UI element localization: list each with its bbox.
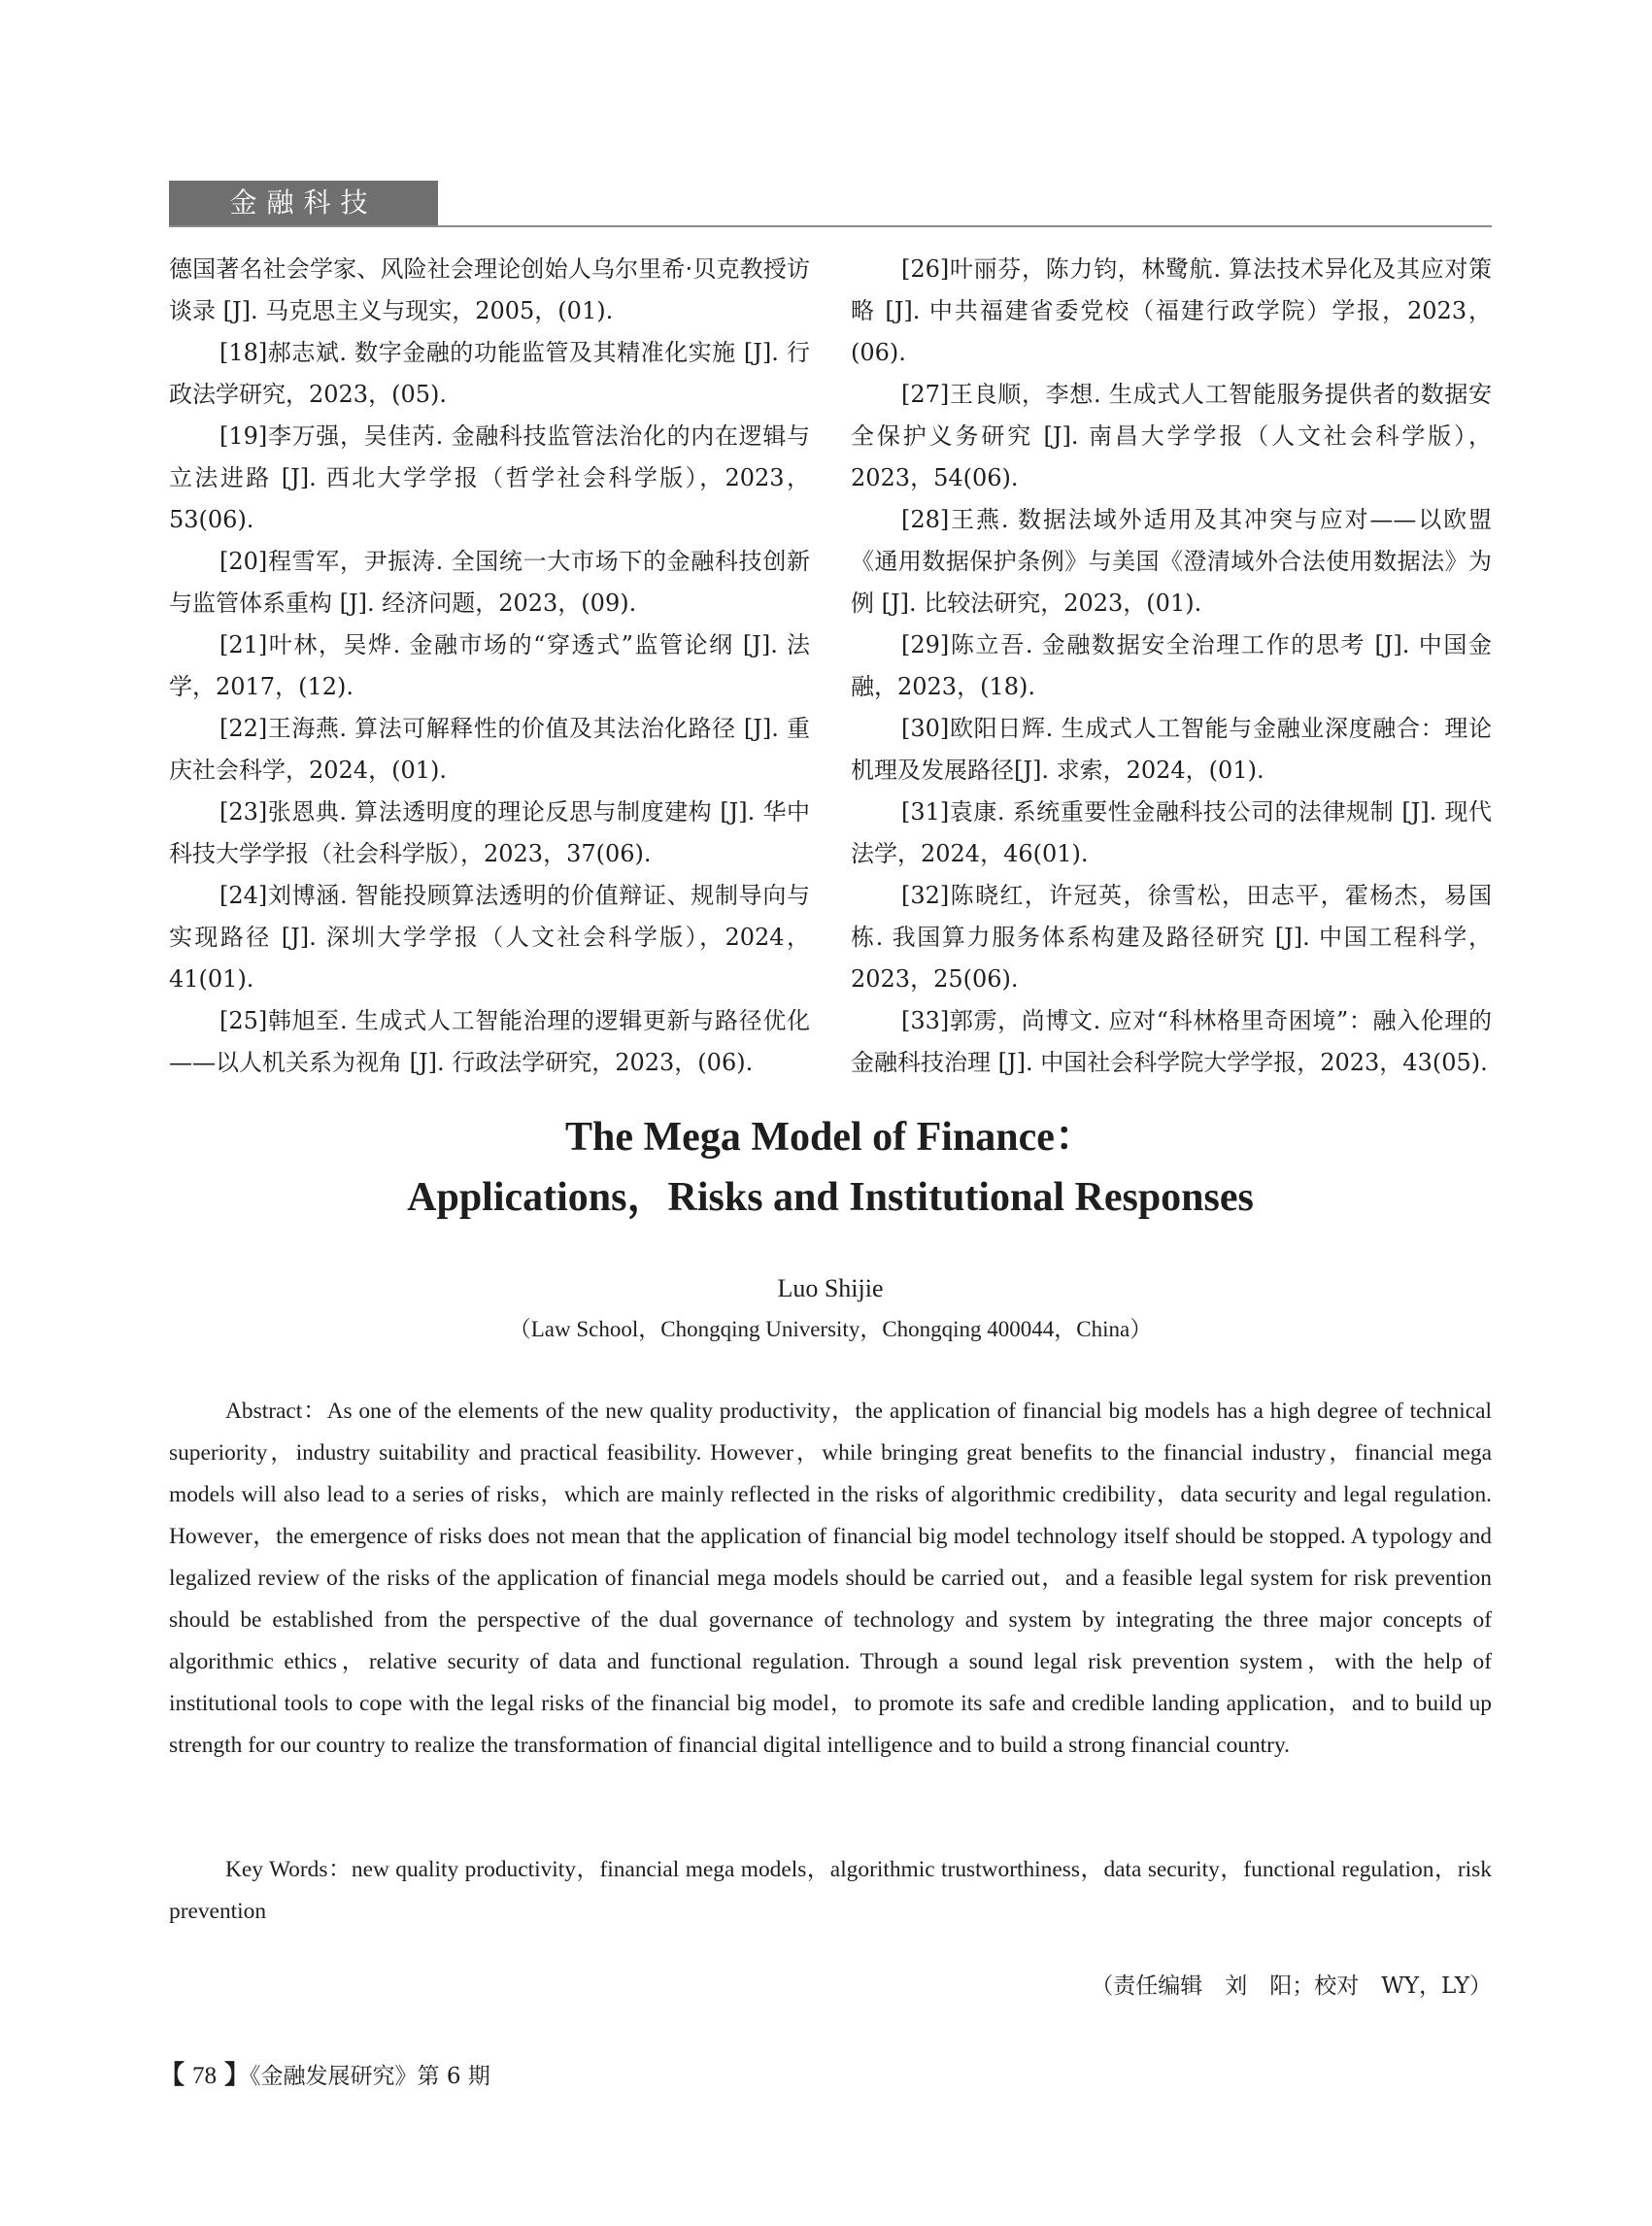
keywords-text: new quality productivity，financial mega models，algorithmic trustworthiness，data security，functional regulation，risk prevention xyxy=(169,1857,1492,1924)
english-title xyxy=(169,1107,1492,1228)
author-affiliation: （Law School，Chongqing University，Chongqing 400044，China） xyxy=(508,1317,1153,1341)
reference-item: [29]陈立吾. 金融数据安全治理工作的思考 [J]. 中国金融，2023，(18). xyxy=(851,631,1492,700)
reference-item: [20]程雪军，尹振涛. 全国统一大市场下的金融科技创新与监管体系重构 [J]. 经济问题，2023，(09). xyxy=(169,548,810,617)
reference-item: [27]王良顺，李想. 生成式人工智能服务提供者的数据安全保护义务研究 [J]. 南昌大学学报（人文社会科学版），2023，54(06). xyxy=(851,381,1492,491)
reference-item: [19]李万强，吴佳芮. 金融科技监管法治化的内在逻辑与立法进路 [J]. 西北大学学报（哲学社会科学版），2023，53(06). xyxy=(169,422,810,533)
footer-bracket-close: 】 xyxy=(224,2061,251,2090)
references-right-column xyxy=(851,249,1492,1084)
reference-item: [21]叶林，吴烨. 金融市场的“穿透式”监管论纲 [J]. 法学，2017，(12). xyxy=(169,631,810,700)
keywords-label: Key Words： xyxy=(225,1857,352,1882)
header-rule xyxy=(169,225,1492,227)
english-title-line1: The Mega Model of Finance： xyxy=(565,1115,1096,1160)
references-left-column xyxy=(169,249,810,1084)
english-title-line2: Applications，Risks and Institutional Responses xyxy=(407,1175,1254,1220)
english-abstract xyxy=(169,1391,1492,1767)
author-name: Luo Shijie xyxy=(777,1274,884,1302)
reference-item: [25]韩旭至. 生成式人工智能治理的逻辑更新与路径优化——以人机关系为视角 [J]. 行政法学研究，2023，(06). xyxy=(169,1007,810,1076)
footer-bracket-open: 【 xyxy=(159,2061,185,2090)
abstract-text: As one of the elements of the new quality productivity，the application of financial big models has a high degree of technical superiority，industry suitability and practical feasibility. However，while bringing great benefits to the financial industry，financial mega models will also lead to a series of risks，which are mainly reflected in the risks of algorithmic credibility，data security and legal regulation. However，the emergence of risks does not mean that the application of financial big model technology itself should be stopped. A typology and legalized review of the risks of the application of financial mega models should be carried out，and a feasible legal system for risk prevention should be established from the perspective of the dual governance of technology and system by integrating the three major concepts of algorithmic ethics，relative security of data and functional regulation. Through a sound legal risk prevention system，with the help of institutional tools to cope with the legal risks of the financial big model，to promote its safe and credible landing application，and to build up strength for our country to realize the transformation of financial digital intelligence and to build a strong financial country. xyxy=(169,1399,1492,1758)
reference-item: [23]张恩典. 算法透明度的理论反思与制度建构 [J]. 华中科技大学学报（社会科学版），2023，37(06). xyxy=(169,798,810,867)
reference-item: [33]郭雳，尚博文. 应对“科林格里奇困境”：融入伦理的金融科技治理 [J]. 中国社会科学院大学学报，2023，43(05). xyxy=(851,1007,1492,1076)
section-label: 金融科技 xyxy=(169,181,438,225)
page-number: 78 xyxy=(192,2063,218,2089)
reference-item: [26]叶丽芬，陈力钧，林鹭航. 算法技术异化及其应对策略 [J]. 中共福建省委党校（福建行政学院）学报，2023，(06). xyxy=(851,255,1492,366)
abstract-label: Abstract： xyxy=(225,1399,327,1424)
reference-item: [30]欧阳日辉. 生成式人工智能与金融业深度融合：理论机理及发展路径[J]. 求索，2024，(01). xyxy=(851,715,1492,784)
reference-item: 德国著名社会学家、风险社会理论创始人乌尔里希·贝克教授访谈录 [J]. 马克思主义与现实，2005，(01). xyxy=(169,255,810,324)
page-footer xyxy=(159,2059,490,2093)
reference-item: [32]陈晓红，许冠英，徐雪松，田志平，霍杨杰，易国栋. 我国算力服务体系构建及路径研究 [J]. 中国工程科学，2023，25(06). xyxy=(851,882,1492,993)
reference-item: [24]刘博涵. 智能投顾算法透明的价值辩证、规制导向与实现路径 [J]. 深圳大学学报（人文社会科学版），2024，41(01). xyxy=(169,882,810,993)
reference-item: [31]袁康. 系统重要性金融科技公司的法律规制 [J]. 现代法学，2024，46(01). xyxy=(851,798,1492,867)
reference-item: [28]王燕. 数据法域外适用及其冲突与应对——以欧盟《通用数据保护条例》与美国《澄清域外合法使用数据法》为例 [J]. 比较法研究，2023，(01). xyxy=(851,506,1492,617)
reference-item: [18]郝志斌. 数字金融的功能监管及其精准化实施 [J]. 行政法学研究，2023，(05). xyxy=(169,339,810,408)
journal-name: 《金融发展研究》第 6 期 xyxy=(250,2064,490,2089)
reference-item: [22]王海燕. 算法可解释性的价值及其法治化路径 [J]. 重庆社会科学，2024，(01). xyxy=(169,715,810,784)
editor-note: （责任编辑 刘 阳；校对 WY，LY） xyxy=(1091,1973,1492,1999)
english-keywords xyxy=(169,1849,1492,1933)
